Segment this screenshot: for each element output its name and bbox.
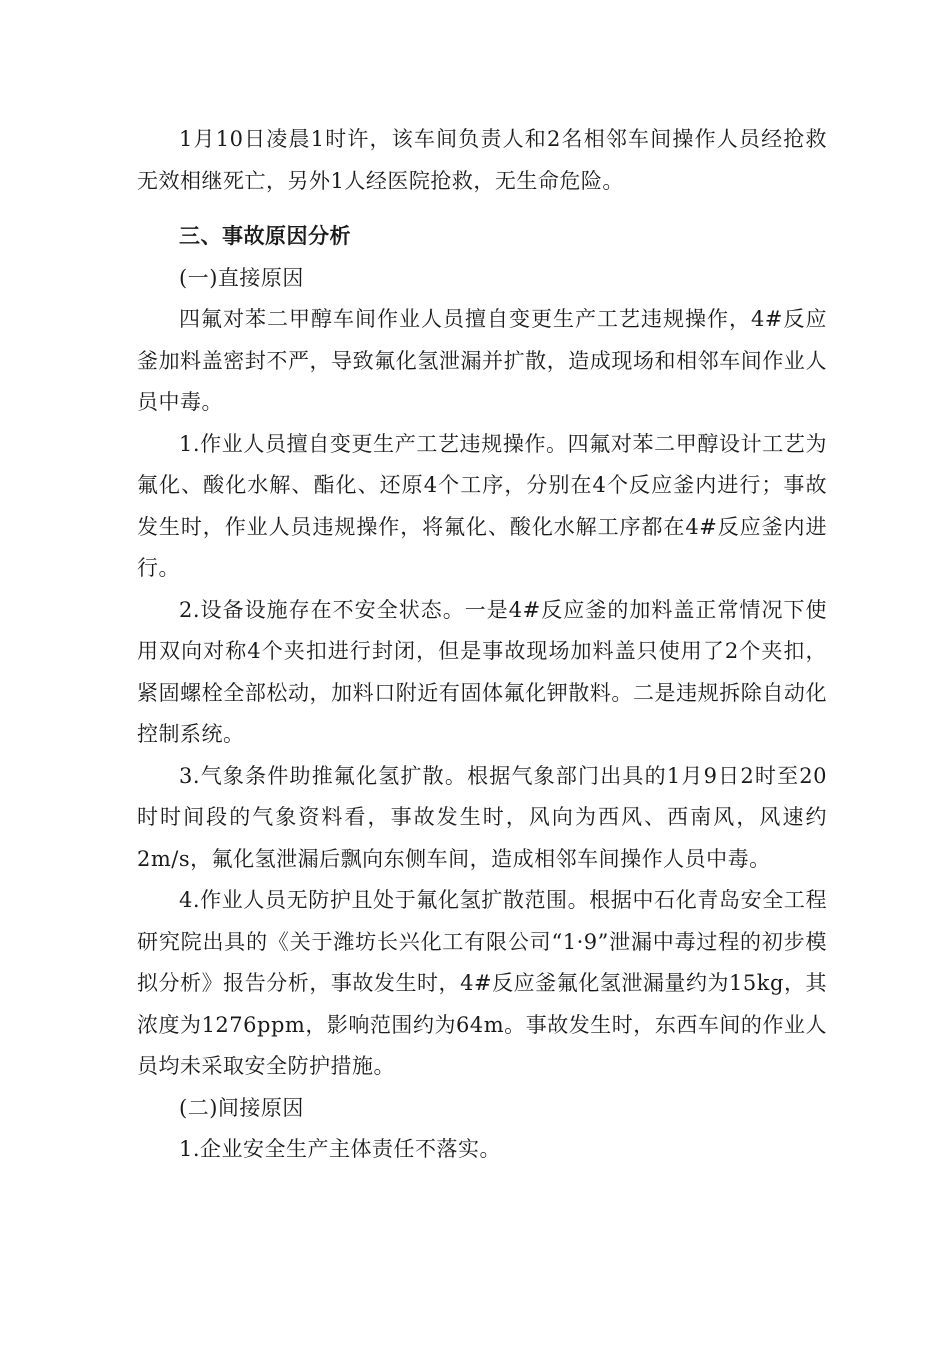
paragraph-no-protection: 4.作业人员无防护且处于氟化氢扩散范围。根据中石化青岛安全工程研究院出具的《关于潍坊长兴化工有限公司“1·9”泄漏中毒过程的初步模拟分析》报告分析，事故发生时，4#反应釜氟化氢泄漏量约为15kg，其浓度为1276ppm，影响范围约为64m。事故发生时，东西车间的作业人员均未采取安全防护措施。 [137, 888, 827, 1078]
subheading-direct-cause: (一)直接原因 [179, 265, 304, 290]
paragraph-casualty-outcome: 1月10日凌晨1时许，该车间负责人和2名相邻车间操作人员经抢救无效相继死亡，另外1人经医院抢救，无生命危险。 [137, 127, 827, 193]
paragraph-equipment-unsafe: 2.设备设施存在不安全状态。一是4#反应釜的加料盖正常情况下使用双向对称4个夹扣进行封闭，但是事故现场加料盖只使用了2个夹扣，紧固螺栓全部松动，加料口附近有固体氟化钾散料。二是违规拆除自动化控制系统。 [137, 597, 827, 746]
paragraph-weather-conditions: 3.气象条件助推氟化氢扩散。根据气象部门出具的1月9日2时至20时时间段的气象资料看，事故发生时，风向为西风、西南风，风速约2m/s，氟化氢泄漏后飘向东侧车间，造成相邻车间操作人员中毒。 [137, 763, 827, 871]
subheading-indirect-cause: (二)间接原因 [179, 1095, 304, 1120]
paragraph-process-violation: 1.作业人员擅自变更生产工艺违规操作。四氟对苯二甲醇设计工艺为氟化、酸化水解、酯化、还原4个工序，分别在4个反应釜内进行；事故发生时，作业人员违规操作，将氟化、酸化水解工序都在4#反应釜内进行。 [137, 431, 827, 580]
paragraph-responsibility: 1.企业安全生产主体责任不落实。 [179, 1137, 502, 1161]
paragraph-direct-cause-summary: 四氟对苯二甲醇车间作业人员擅自变更生产工艺违规操作，4#反应釜加料盖密封不严，导致氟化氢泄漏并扩散，造成现场和相邻车间作业人员中毒。 [137, 307, 827, 414]
document-body [137, 119, 827, 1171]
section-heading-cause-analysis: 三、事故原因分析 [179, 224, 351, 248]
